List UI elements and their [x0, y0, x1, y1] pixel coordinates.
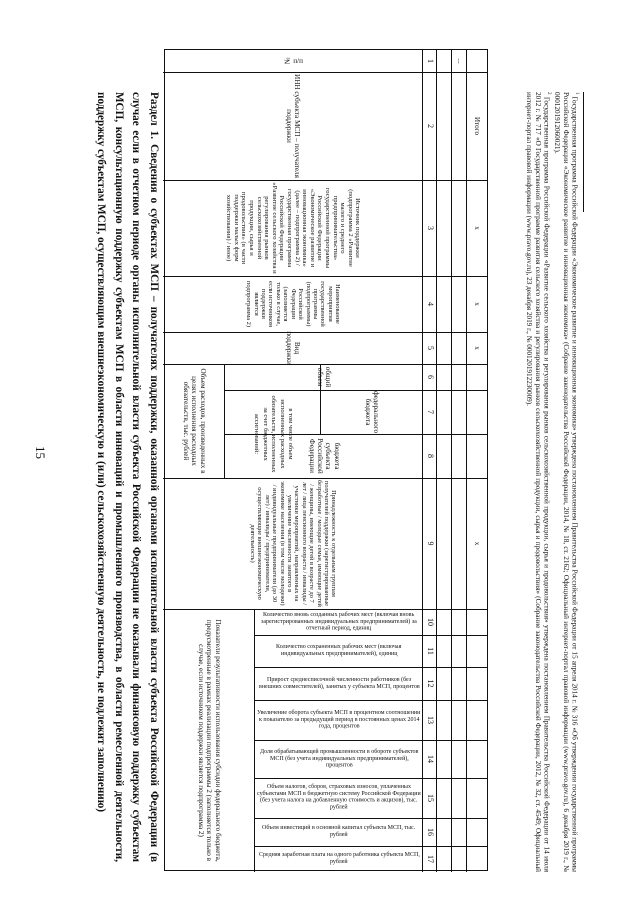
header-spend-included: в том числе объем исполненных расходных обязательств, исполненных за счет бюджетных ассигнований:	[253, 395, 295, 473]
col-number: 15	[426, 794, 436, 802]
section-title: Раздел 1. Сведения о субъектах МСП – получателях поддержки, оказанной органами исполнительной власти субъекта Российской Федерации (в случае если в отчетном периоде органы исполнительной власти субъекта Российской Федерации не оказывали финансовую поддержку субъектам МСП, консультационную поддержку субъектам МСП в области инноваций и промышленного производства, в области ремесленной деятельности, поддержку субъектам МСП, осуществляющим внешнеэкономическую и (или) сельскохозяйственную деятельность, не подлежит заполнению)	[95, 92, 160, 862]
total-cell-10: x	[473, 541, 482, 546]
col-number: 12	[426, 679, 436, 688]
header-recipient-groups: Принадлежность к отдельным группам получателей поддержки (зарегистрированные безработные / молодые семьи, имеющие детей / женщины, имеющие детей в возрасте до 7 лет / лица пенсионного возраста / инвалиды / участники мероприятий, направленных на увеличение численности занятого в экономике населения (в том числе молодежи) / индивидуальные предприниматели (до 30 лет) / инвалиды / предприниматели, осуществляющие внешнеэкономическую деятельность)	[248, 480, 338, 607]
header-spend-group: Объем расходов, произведенных в целях исполнения расходных обязательств, тыс. рублей	[181, 368, 207, 474]
footnote-divider	[583, 92, 584, 212]
footnote-2: $^2$ Государственная программа Российской Федерации «Развитие сельского хозяйства и регулирования рынков сельскохозяйственной продукции, сырья и продовольствия» утверждена постановлением Правительства Российской Федерации от 14 июля 2012 г. № 717 «О Государственной программе развития сельского хозяйства и регулирования рынков сельскохозяйственной продукции, сырья и продовольствия» (Собрание законодательства Российской Федерации, 2012, № 32, ст. 4549; Официальный интернет-портал правовой информации (www.pravo.gov.ru), 23 декабря 2019 г., № 0001201912230009).	[525, 92, 551, 872]
col-number: 5	[426, 346, 436, 350]
header-program-activity: Наименование мероприятия государственной программы (подпрограммы) Российской Федерации (заполняется только в случае, если источником поддержки является подпрограмма 2)	[245, 281, 342, 327]
header-staff-growth: Прирост среднесписочной численности работников (без внешних совместителей), занятых у субъекта МСП, процентов	[258, 676, 420, 690]
header-inn: ИНН субъекта МСП – получателя поддержки	[285, 74, 302, 178]
total-cell-4: x	[473, 302, 482, 306]
total-cell-5: x	[473, 346, 482, 350]
col-number: 1	[426, 59, 436, 63]
col-number: 8	[426, 454, 436, 458]
header-indicators-group: Показатели результативности использования субсидии федерального бюджета, предусмотренные в рамках реализации подпрограммы 2 (заполняется только в случае, если источником поддержки является подпрограмма 2)	[196, 619, 222, 862]
header-support-source: Источник поддержки (подпрограмма 2 «Развитие малого и среднего предпринимательства» государственной программы Российской Федерации «Экономическое развитие и инновационная экономика» (далее – подпрограмма 2) / государственная программа Российской Федерации «Развитие сельского хозяйства и регулирования рынков сельскохозяйственной продукции, сырья и продовольствия» (в части поддержки малых форм хозяйствования) / иное)	[225, 182, 362, 274]
total-cell-3: x	[473, 226, 482, 230]
col-number: 16	[426, 828, 436, 836]
header-spend-regional: бюджета субъекта Российской Федерации	[307, 438, 341, 474]
row-label	[437, 50, 452, 72]
header-turnover-growth: Увеличение оборота субъекта МСП в процентном соотношении к показателю за предыдущий период в постоянных ценах 2014 года, процентов	[257, 709, 421, 730]
header-kept-jobs: Количество сохраненных рабочих мест (включая индивидуальных предпринимателей), единиц	[276, 644, 402, 657]
col-number: 6	[426, 375, 436, 379]
col-number: 13	[426, 716, 436, 724]
header-spend-federal: федерального бюджета	[364, 390, 381, 434]
col-number: 14	[426, 755, 436, 763]
header-row-number: № п/п	[283, 56, 303, 65]
footnotes	[524, 92, 584, 872]
row-label: ...	[455, 58, 464, 64]
header-support-type: Вид поддержки	[285, 331, 302, 365]
header-avg-salary: Средняя заработная плата на одного работника субъекта МСП, рублей	[258, 852, 420, 865]
header-spend-total: общий объем	[316, 366, 333, 388]
col-number: 17	[426, 855, 436, 863]
support-recipients-table	[164, 49, 488, 871]
col-number: 9	[426, 541, 436, 546]
header-taxes: Объем налогов, сборов, страховых взносов, уплаченных субъектами МСП в бюджетную систему Российской Федерации (без учета налога на добавленную стоимость и акцизов), тыс. рублей	[257, 784, 421, 811]
header-manufacturing-share: Доля обрабатывающей промышленности в обороте субъектов МСП (без учета индивидуальных предпринимателей), процентов	[259, 748, 419, 769]
header-new-jobs: Количество вновь созданных рабочих мест (включая вновь зарегистрированных индивидуальных предпринимателей) за отчетный период, единиц	[261, 611, 417, 632]
header-investments: Объем инвестиций в основной капитал субъекта МСП, тыс. рублей	[262, 825, 416, 838]
col-number: 4	[426, 302, 436, 306]
total-row-label: Итого	[473, 116, 482, 136]
footnote-1: $^1$ Государственная программа Российской Федерации «Экономическое развитие и инновационная экономика» утверждена постановлением Правительства Российской Федерации от 15 апреля 2014 г. № 316 «Об утверждении государственной программы Российской Федерации «Экономическое развитие и инновационная экономика» (Собрание законодательства Российской Федерации, 2014, № 18, ст. 2162; Официальный интернет-портал правовой информации (www.pravo.gov.ru), 6 декабря 2019 г., № 0001201912060021).	[553, 92, 579, 873]
col-number: 10	[426, 618, 436, 626]
page-number: 15	[33, 446, 48, 459]
col-number: 2	[426, 124, 436, 128]
col-number: 3	[426, 226, 436, 230]
col-number: 7	[426, 410, 436, 414]
col-number: 11	[426, 647, 436, 655]
